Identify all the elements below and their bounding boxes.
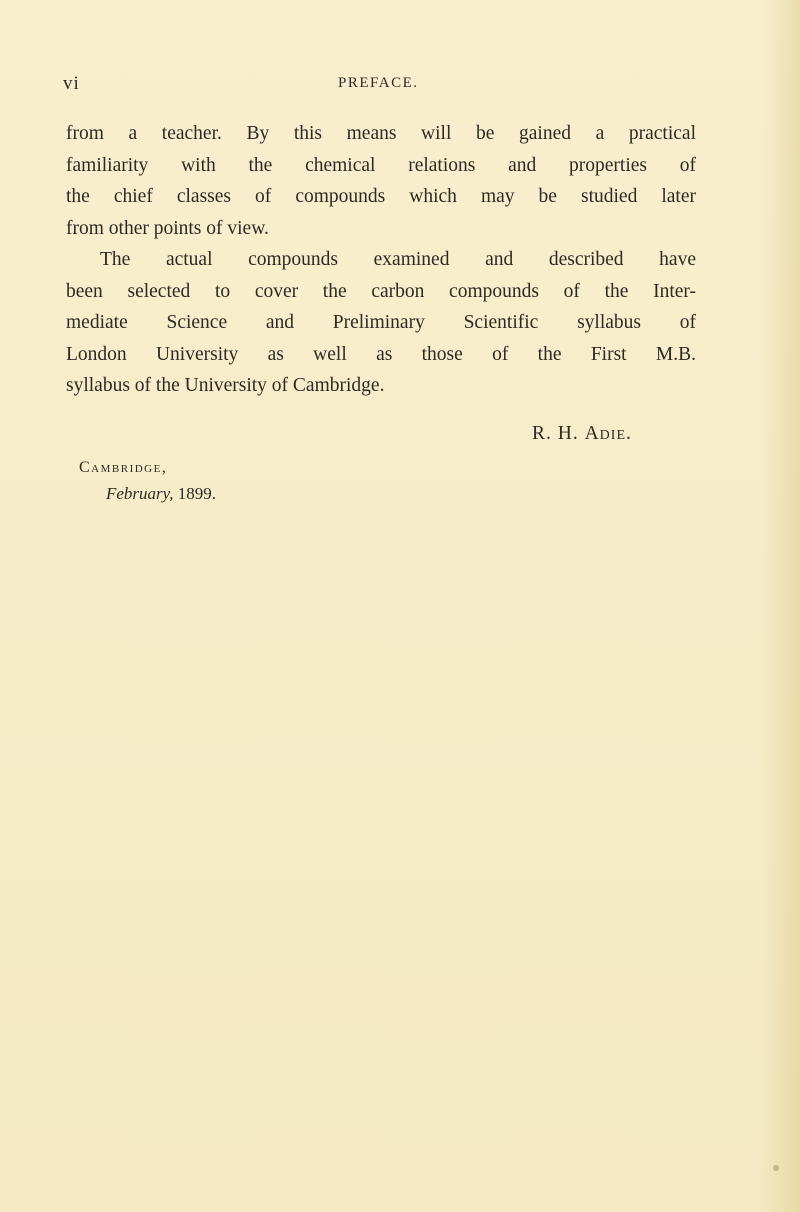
text-line: from other points of view. xyxy=(66,217,269,239)
date-month: February, xyxy=(106,484,174,503)
place-line xyxy=(79,459,167,477)
text-line: mediate Science and Preliminary Scientific syllabus of xyxy=(66,312,696,333)
page-header xyxy=(63,73,693,97)
text-line: the chief classes of compounds which may be studied later xyxy=(66,186,696,207)
paper-speck xyxy=(773,1165,779,1171)
text-line: The actual compounds examined and described have xyxy=(100,249,696,270)
page-number: vi xyxy=(63,73,80,94)
date-line xyxy=(106,484,216,504)
text-line: London University as well as those of the First M.B. xyxy=(66,343,696,365)
place-city: Cambridge, xyxy=(79,459,168,476)
text-line: syllabus of the University of Cambridge. xyxy=(66,375,385,396)
running-title: PREFACE. xyxy=(338,75,419,91)
author-surname: Adie. xyxy=(584,423,632,444)
text-line: from a teacher. By this means will be gained a practical xyxy=(66,123,696,144)
date-year: 1899. xyxy=(177,484,217,503)
preface-body xyxy=(66,118,696,402)
author-signature xyxy=(532,423,632,445)
text-line: familiarity with the chemical relations and properties of xyxy=(66,154,696,176)
author-initials: R. H. xyxy=(532,423,579,444)
text-line: been selected to cover the carbon compounds of the Inter- xyxy=(66,280,696,302)
